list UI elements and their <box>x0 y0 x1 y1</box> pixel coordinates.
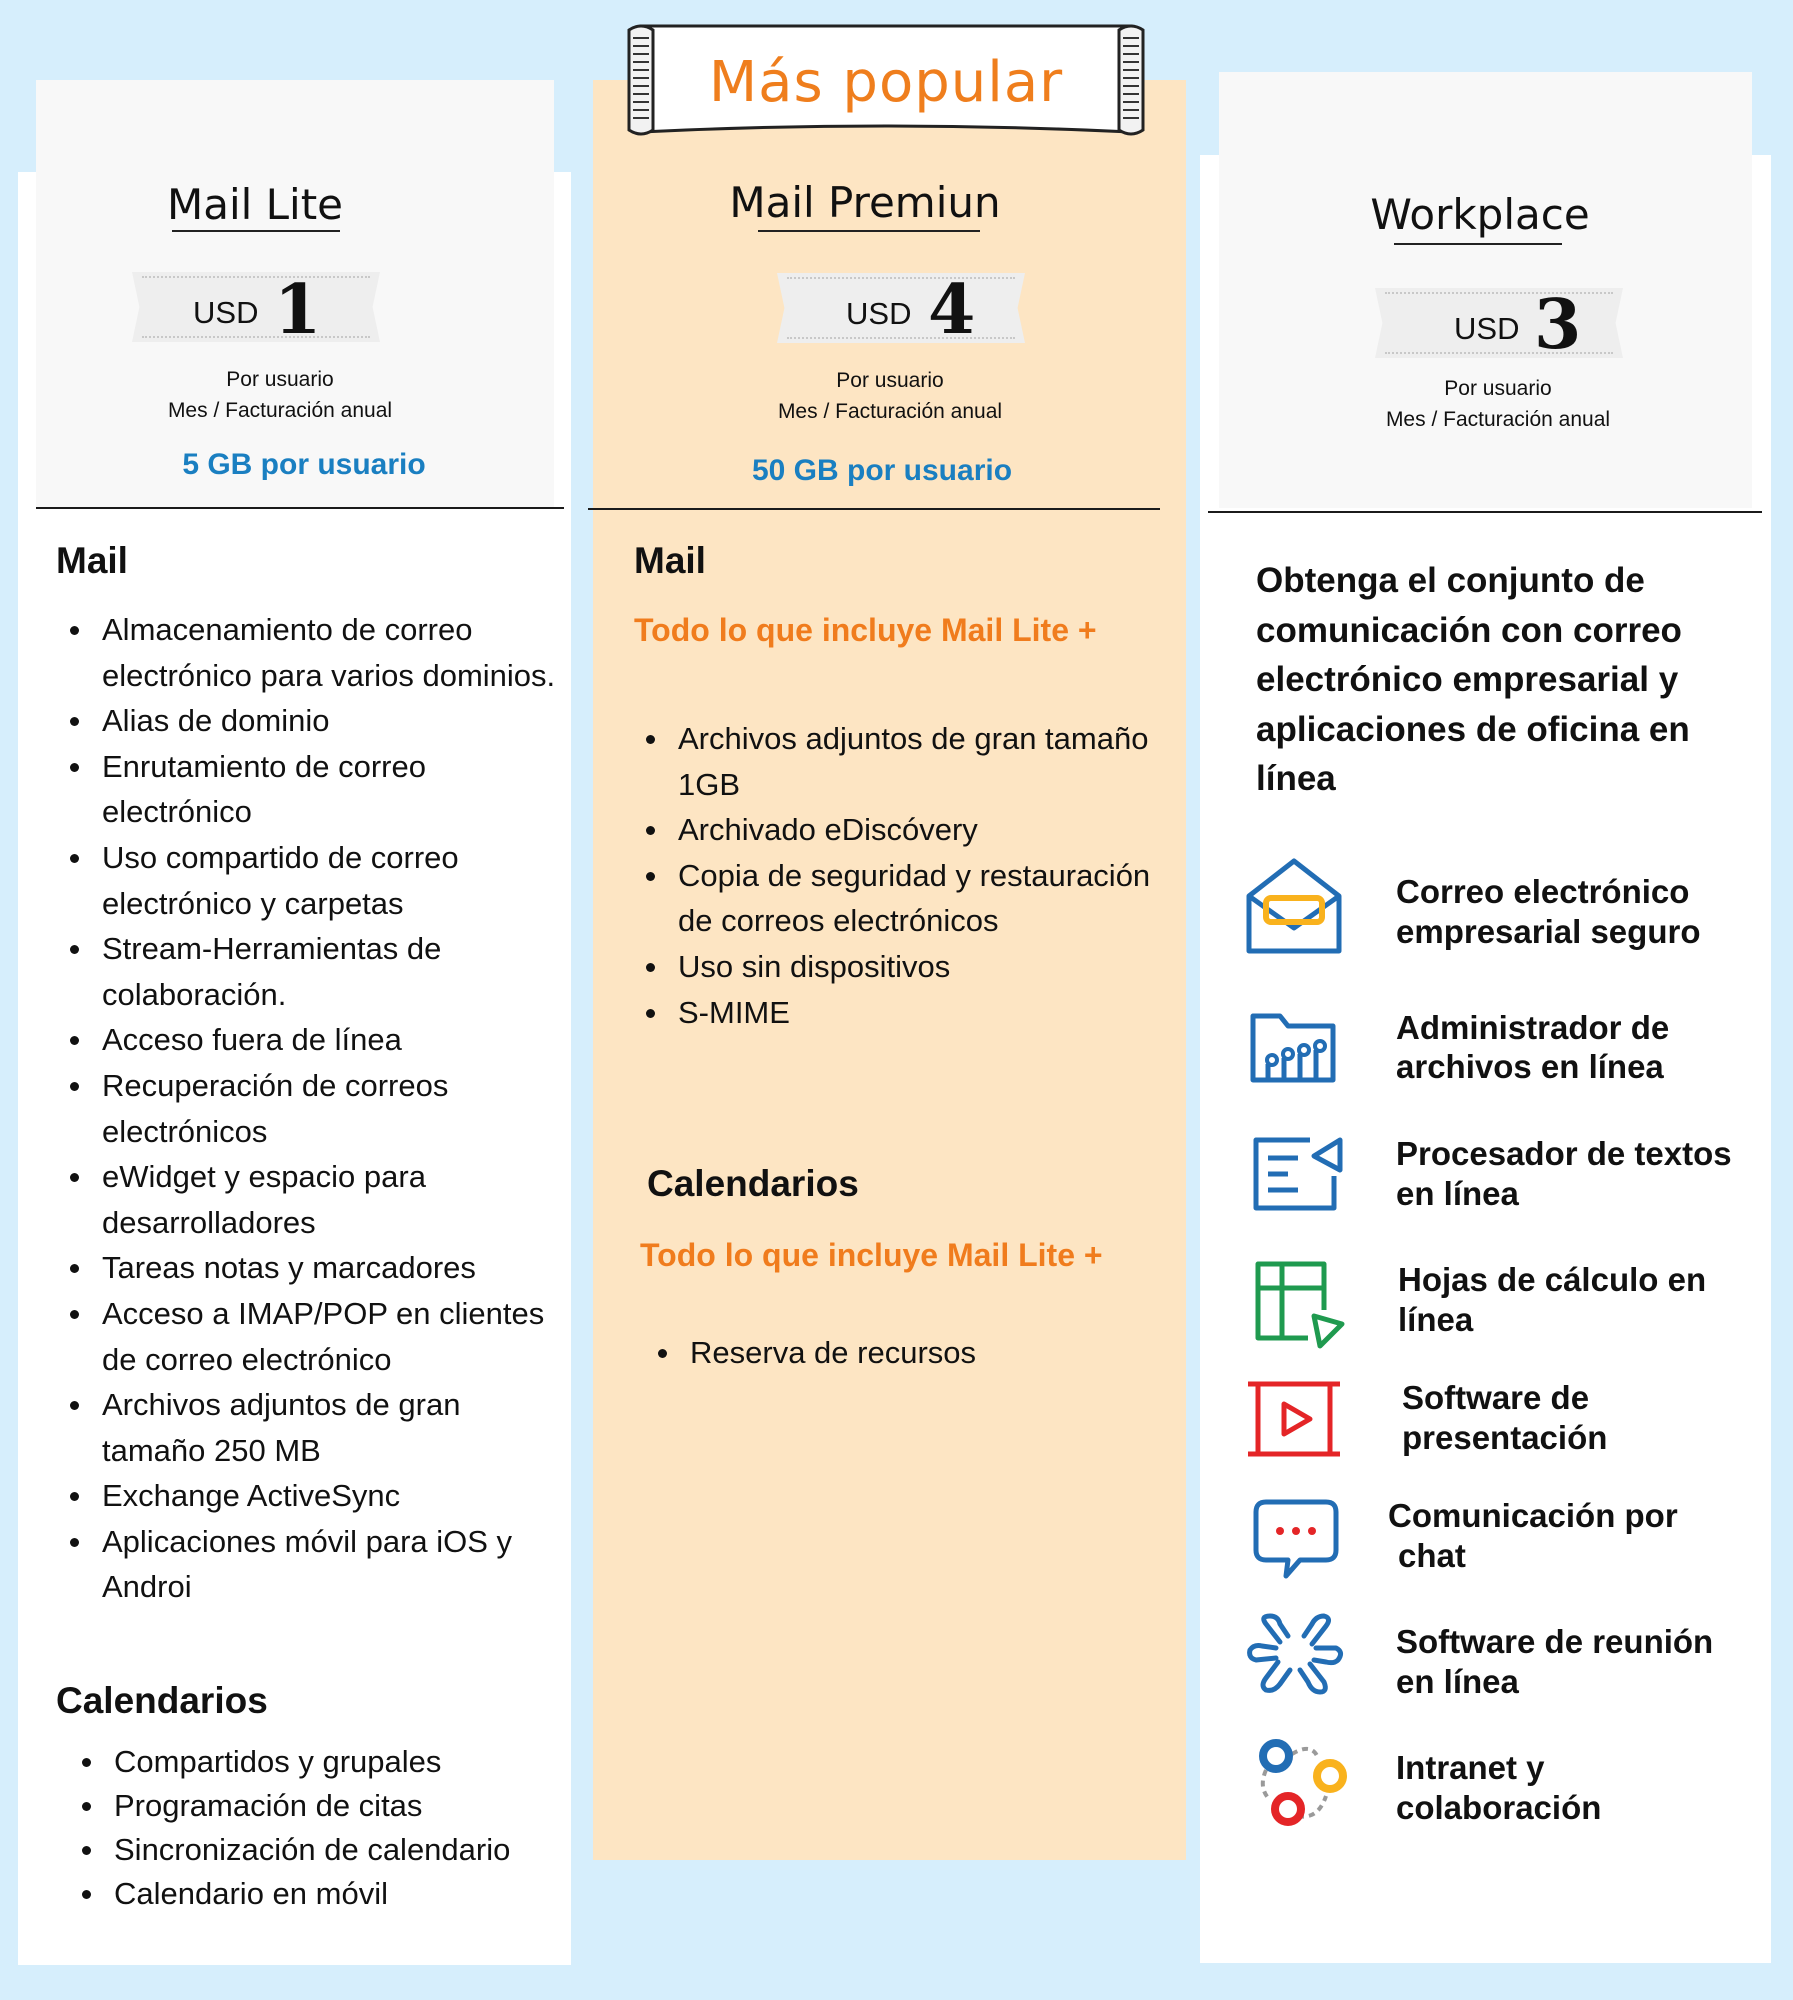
list-item: Recuperación de correos electrónicos <box>56 1063 566 1154</box>
price-amount: 4 <box>928 270 976 350</box>
list-item: Reserva de recursos <box>644 1330 1144 1376</box>
billing-line-per-user: Por usuario <box>226 368 334 391</box>
app-label-writer: Procesador de textos en línea <box>1396 1135 1732 1212</box>
billing-line-period: Mes / Facturación anual <box>1385 408 1611 431</box>
section-title-calendars: Calendarios <box>647 1163 859 1204</box>
list-item: Copia de seguridad y restauración de correos electrónicos <box>632 853 1152 944</box>
most-popular-label: Más popular <box>708 50 1064 115</box>
plan-name-underline <box>758 230 980 232</box>
billing-info <box>740 365 1040 427</box>
app-label-show: Software de presentación <box>1402 1379 1608 1456</box>
list-item: Programación de citas <box>68 1784 568 1828</box>
list-item: Stream-Herramientas de colaboración. <box>56 926 566 1017</box>
mail-lite-calendar-features <box>68 1740 568 1916</box>
app-label-meeting: Software de reunión en línea <box>1396 1623 1714 1700</box>
mail-premium-mail-features <box>632 716 1152 1035</box>
storage-amount: 50 GB por usuario <box>751 454 1013 487</box>
plan-name-underline <box>1394 243 1562 245</box>
mail-lite-mail-features <box>56 607 566 1610</box>
list-item: Uso sin dispositivos <box>632 944 1152 990</box>
plan-name-workplace: Workplace <box>1370 190 1590 239</box>
list-item: Uso compartido de correo electrónico y carpetas <box>56 835 566 926</box>
list-item: Tareas notas y marcadores <box>56 1245 566 1291</box>
billing-line-period: Mes / Facturación anual <box>777 400 1003 423</box>
chat-bubble-icon <box>1250 1496 1342 1582</box>
header-divider <box>588 508 1160 510</box>
plan-name-underline <box>172 230 340 232</box>
price-amount: 1 <box>274 270 322 350</box>
list-item: eWidget y espacio para desarrolladores <box>56 1154 566 1245</box>
price-currency: USD <box>193 295 259 330</box>
header-divider <box>1208 511 1762 513</box>
app-label-sheets: Hojas de cálculo en línea <box>1398 1261 1707 1338</box>
includes-mail-lite-note: Todo lo que incluye Mail Lite + <box>634 612 1097 648</box>
mail-envelope-icon <box>1244 856 1344 956</box>
most-popular-ribbon <box>625 20 1147 138</box>
writer-icon <box>1250 1134 1346 1214</box>
plan-name-mail-premium: Mail Premiun <box>729 178 1001 227</box>
billing-info <box>1348 373 1648 435</box>
list-item: Alias de dominio <box>56 698 566 744</box>
billing-line-period: Mes / Facturación anual <box>167 399 393 422</box>
billing-info <box>130 364 430 426</box>
billing-line-per-user: Por usuario <box>836 369 944 392</box>
list-item: Archivos adjuntos de gran tamaño 250 MB <box>56 1382 566 1473</box>
app-label-chat: Comunicación por chat <box>1388 1497 1678 1574</box>
section-title-mail: Mail <box>634 540 706 581</box>
list-item: Acceso a IMAP/POP en clientes de correo electrónico <box>56 1291 566 1382</box>
spreadsheet-icon <box>1252 1258 1346 1352</box>
section-title-mail: Mail <box>56 540 128 581</box>
price-currency: USD <box>1454 311 1520 346</box>
includes-mail-lite-note: Todo lo que incluye Mail Lite + <box>640 1237 1103 1273</box>
price-currency: USD <box>846 296 912 331</box>
section-title-calendars: Calendarios <box>56 1680 268 1721</box>
app-label-connect: Intranet y colaboración <box>1396 1749 1602 1826</box>
presentation-icon <box>1246 1380 1342 1458</box>
app-label-mail: Correo electrónico empresarial seguro <box>1396 873 1701 950</box>
list-item: Almacenamiento de correo electrónico para varios dominios. <box>56 607 566 698</box>
list-item: Archivos adjuntos de gran tamaño 1GB <box>632 716 1152 807</box>
meeting-icon <box>1246 1612 1346 1696</box>
list-item: Calendario en móvil <box>68 1872 568 1916</box>
list-item: Archivado eDiscóvery <box>632 807 1152 853</box>
list-item: Enrutamiento de correo electrónico <box>56 744 566 835</box>
plan-name-mail-lite: Mail Lite <box>166 180 344 229</box>
mail-premium-calendar-features <box>644 1330 1144 1376</box>
folder-icon <box>1248 1008 1338 1088</box>
list-item: Acceso fuera de línea <box>56 1017 566 1063</box>
workplace-intro: Obtenga el conjunto de comunicación con correo electrónico empresarial y aplicaciones de oficina en línea <box>1256 561 1690 798</box>
connect-icon <box>1256 1736 1350 1830</box>
header-divider <box>36 507 564 509</box>
list-item: Exchange ActiveSync <box>56 1473 566 1519</box>
app-label-files: Administrador de archivos en línea <box>1396 1009 1670 1085</box>
list-item: S-MIME <box>632 990 1152 1036</box>
price-amount: 3 <box>1534 285 1582 365</box>
list-item: Sincronización de calendario <box>68 1828 568 1872</box>
storage-amount: 5 GB por usuario <box>182 448 426 481</box>
list-item: Aplicaciones móvil para iOS y Androi <box>56 1519 566 1610</box>
billing-line-per-user: Por usuario <box>1444 377 1552 400</box>
list-item: Compartidos y grupales <box>68 1740 568 1784</box>
